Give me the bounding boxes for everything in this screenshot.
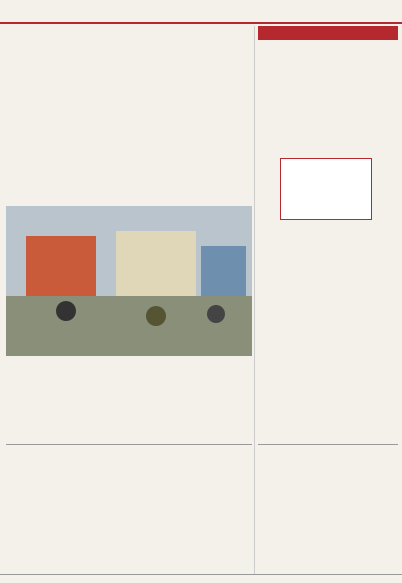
bottom-left-body xyxy=(6,475,252,571)
sidebar-column xyxy=(258,26,398,436)
bottom-right-body xyxy=(258,475,398,571)
bottom-right-article xyxy=(258,444,398,575)
lead-article xyxy=(6,26,252,436)
sidebar-article2-body xyxy=(258,242,398,292)
lead-body-continued xyxy=(6,368,252,434)
sidebar-quote-box xyxy=(280,158,372,220)
masthead xyxy=(0,0,402,24)
sidebar-banner xyxy=(258,26,398,40)
market-stall-photo xyxy=(6,206,252,356)
sidebar-article4-body xyxy=(258,384,398,434)
bottom-left-article xyxy=(6,444,252,575)
sidebar-article1-body xyxy=(258,56,398,152)
lead-photo xyxy=(6,206,252,356)
column-divider xyxy=(254,26,255,574)
sidebar-article3-body xyxy=(258,314,398,362)
lead-body xyxy=(6,78,252,202)
